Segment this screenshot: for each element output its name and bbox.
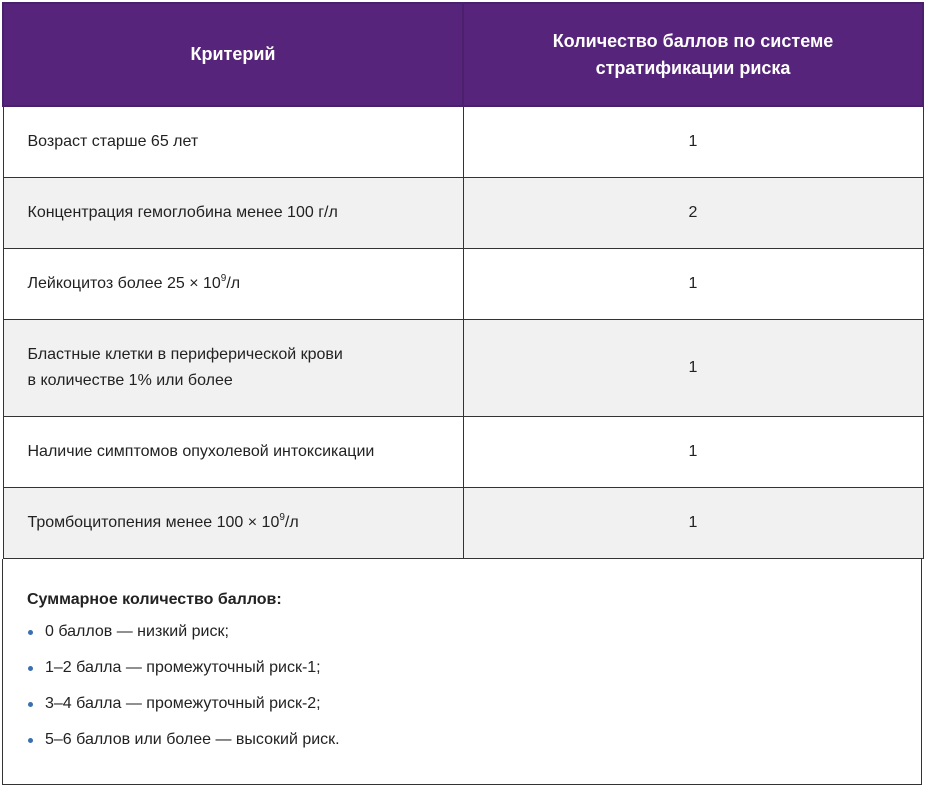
criterion-text: Лейкоцитоз более 25 × 10 bbox=[27, 275, 221, 292]
table-row bbox=[3, 249, 923, 320]
criterion-cell: Возраст старше 65 лет bbox=[3, 106, 463, 178]
list-item-text: 3–4 балла — промежуточный риск-2; bbox=[45, 695, 321, 712]
criterion-cell bbox=[3, 249, 463, 320]
summary-list bbox=[27, 619, 897, 753]
criterion-cell: Концентрация гемоглобина менее 100 г/л bbox=[3, 178, 463, 249]
criterion-line-2: в количестве 1% или более bbox=[27, 372, 233, 389]
header-points: Количество баллов по системе стратификации риска bbox=[463, 3, 923, 106]
table-row bbox=[3, 320, 923, 417]
criterion-text: Тромбоцитопения менее 100 × 10 bbox=[27, 514, 280, 531]
risk-score-table bbox=[2, 2, 924, 559]
list-item bbox=[27, 727, 897, 753]
points-cell: 1 bbox=[463, 320, 923, 417]
list-item-text: 5–6 баллов или более — высокий риск. bbox=[45, 731, 340, 748]
table-header-row bbox=[3, 3, 923, 106]
exponent: 9 bbox=[220, 272, 227, 284]
criterion-cell bbox=[3, 488, 463, 559]
table-row bbox=[3, 488, 923, 559]
list-item bbox=[27, 691, 897, 717]
header-criterion: Критерий bbox=[3, 3, 463, 106]
criterion-line-1: Бластные клетки в периферической крови bbox=[27, 346, 343, 363]
table-row bbox=[3, 417, 923, 488]
criterion-cell bbox=[3, 320, 463, 417]
list-item-text: 0 баллов — низкий риск; bbox=[45, 623, 229, 640]
points-cell: 1 bbox=[463, 417, 923, 488]
points-cell: 1 bbox=[463, 249, 923, 320]
list-item-text: 1–2 балла — промежуточный риск-1; bbox=[45, 659, 321, 676]
list-item bbox=[27, 619, 897, 645]
bullet-icon bbox=[28, 738, 33, 743]
points-cell: 2 bbox=[463, 178, 923, 249]
points-cell: 1 bbox=[463, 106, 923, 178]
list-item bbox=[27, 655, 897, 681]
table-row bbox=[3, 178, 923, 249]
summary-box bbox=[2, 559, 922, 785]
criterion-unit: /л bbox=[284, 514, 299, 531]
criterion-cell: Наличие симптомов опухолевой интоксикации bbox=[3, 417, 463, 488]
criterion-unit: /л bbox=[226, 275, 241, 292]
points-cell: 1 bbox=[463, 488, 923, 559]
risk-score-block bbox=[2, 2, 922, 785]
exponent: 9 bbox=[279, 511, 285, 523]
bullet-icon bbox=[28, 630, 33, 635]
table-row bbox=[3, 106, 923, 178]
bullet-icon bbox=[28, 666, 33, 671]
bullet-icon bbox=[28, 702, 33, 707]
summary-title: Суммарное количество баллов: bbox=[27, 591, 282, 608]
